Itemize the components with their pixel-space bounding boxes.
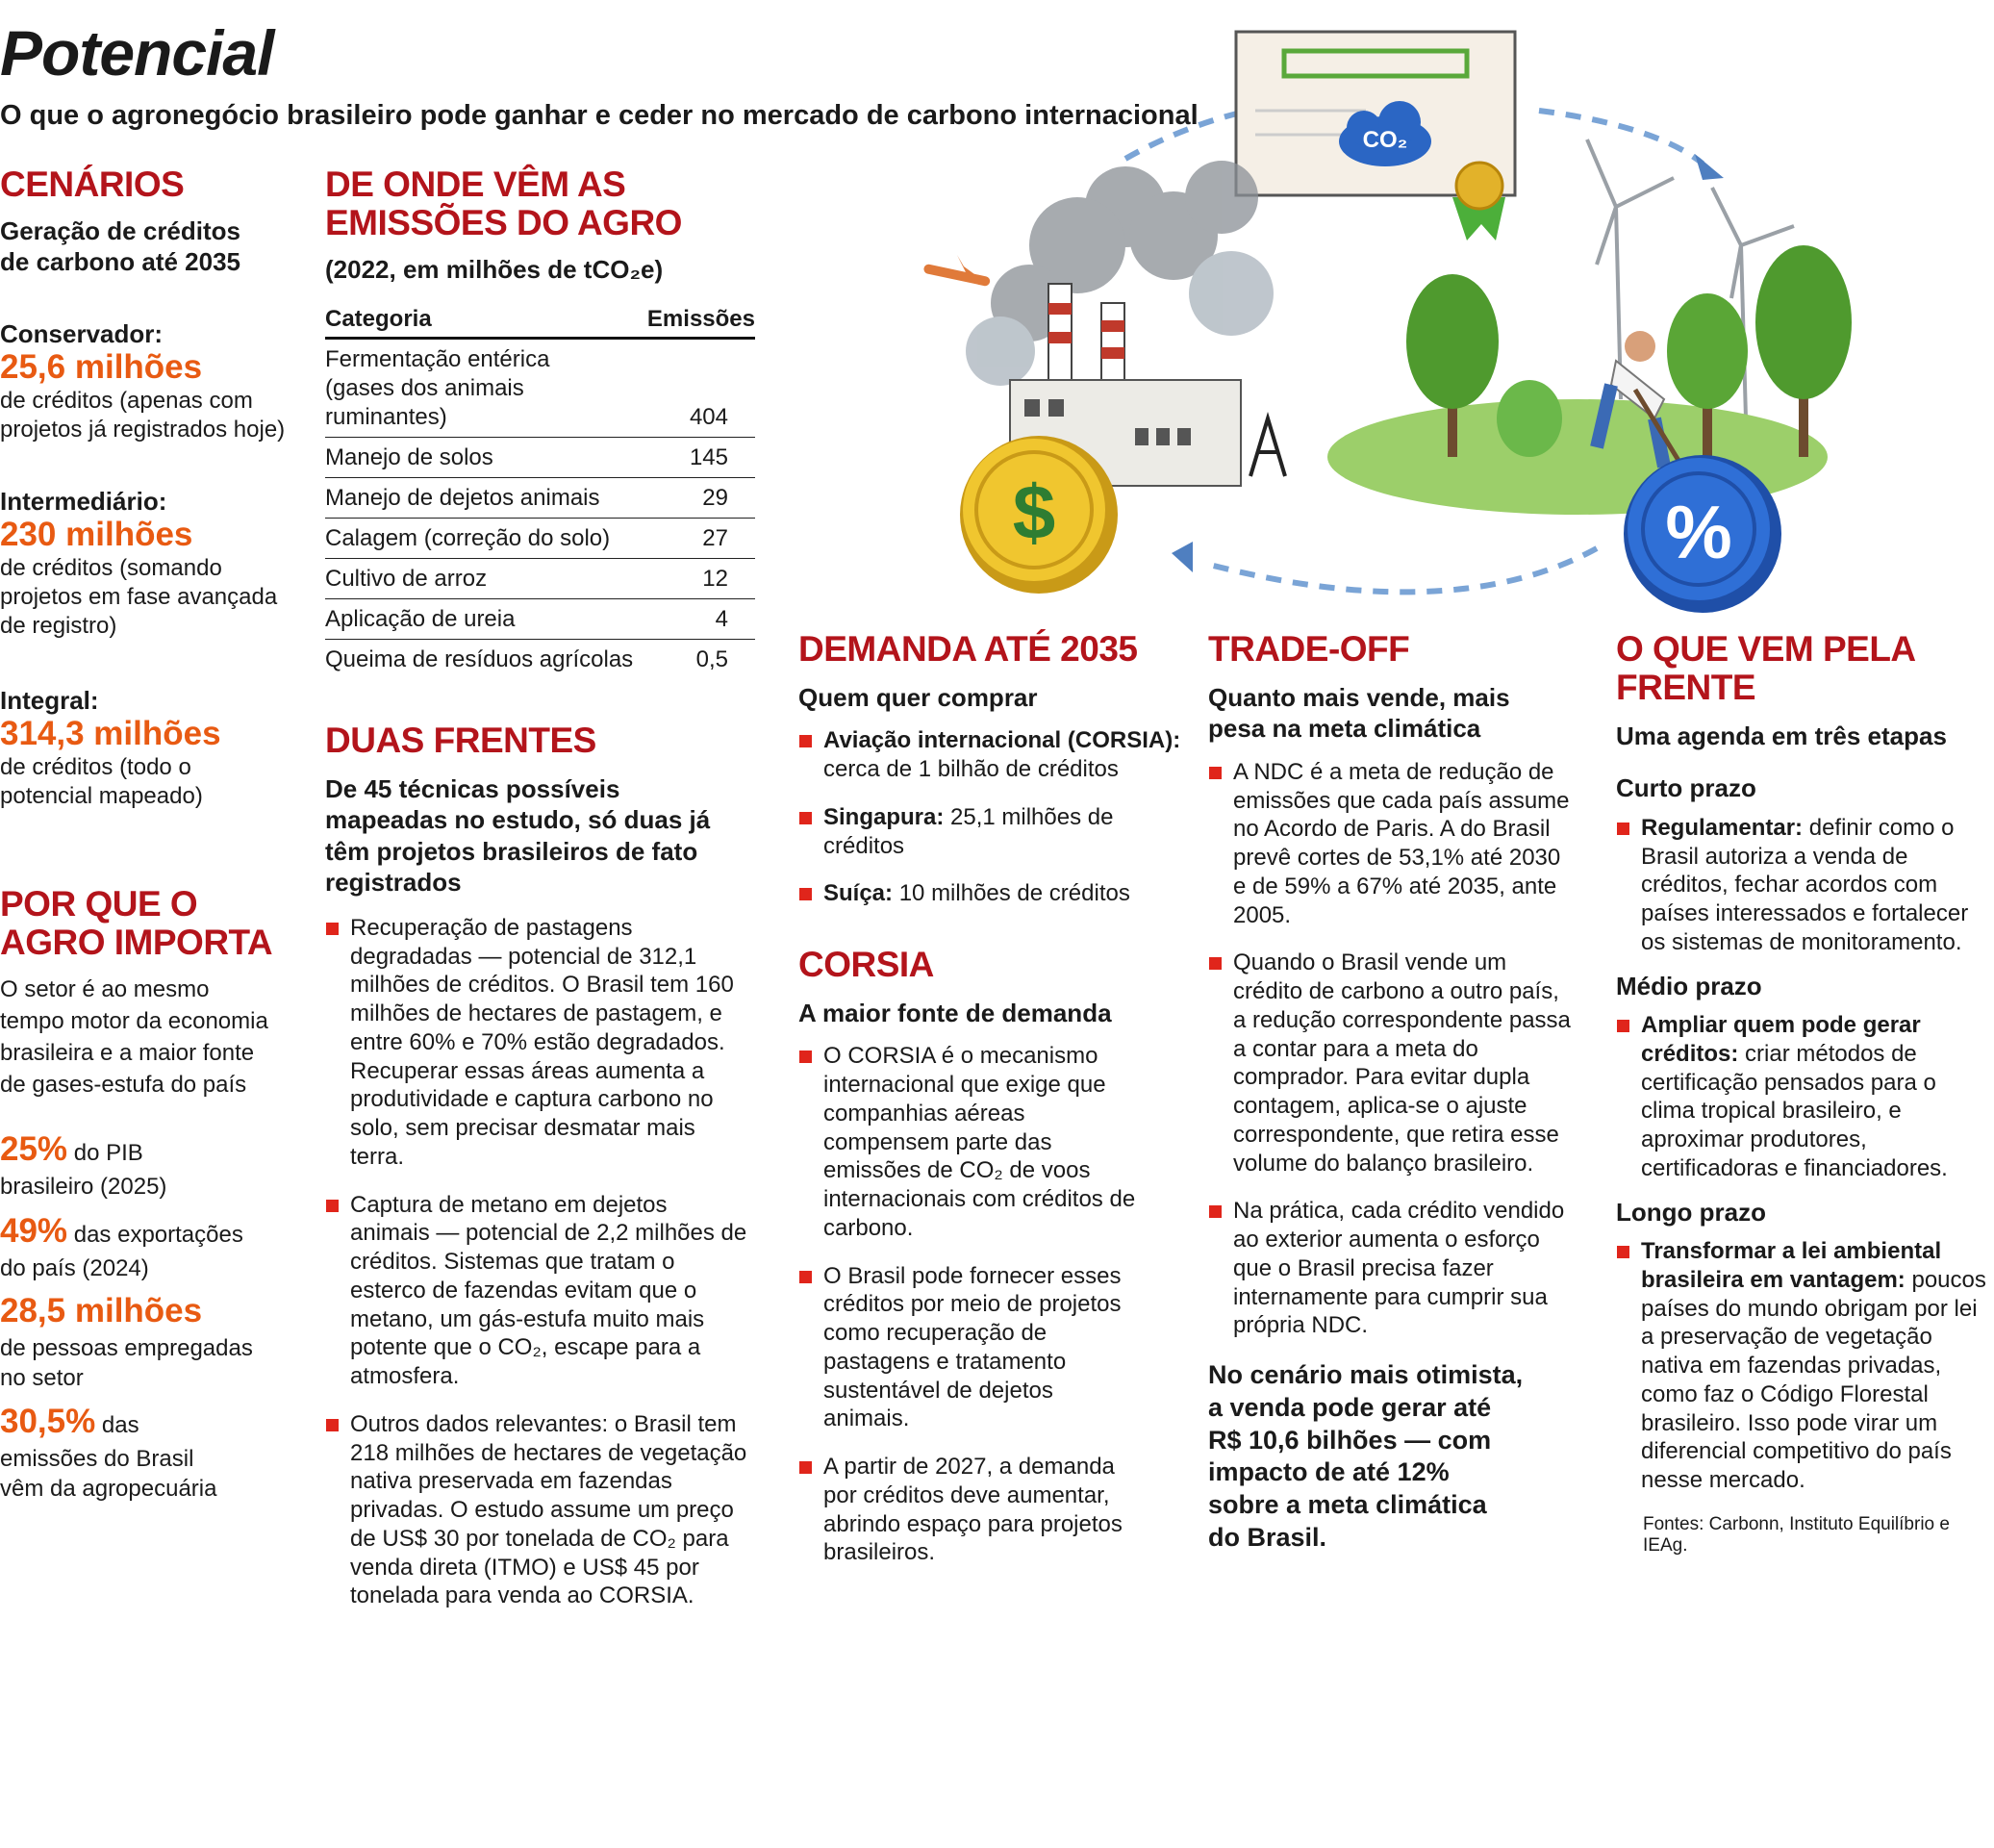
- demanda-section: [798, 630, 1183, 927]
- stat-pib: 25% do PIB brasileiro (2025): [0, 1130, 167, 1200]
- list-item: Quando o Brasil vende um crédito de carbono a outro país, a redução correspondente passa a contar para a meta do comprador. Para evitar dupla contagem, aplica-se o ajuste correspondente, que retira esse volume do balanço brasileiro.: [1208, 949, 1574, 1177]
- list-item: Outros dados relevantes: o Brasil tem 218 milhões de hectares de vegetação nativa preservada em fazendas privadas. O estudo assume um preço de US$ 30 por tonelada de CO₂ para venda direta (ITMO) e US$ 45 por tonelada para venda ao CORSIA.: [325, 1410, 748, 1610]
- dollar-coin-icon: [960, 436, 1118, 594]
- stage-list: [1616, 814, 1991, 957]
- table-row: Manejo de dejetos animais 29: [325, 478, 755, 519]
- arrow-head: [1695, 154, 1724, 180]
- por-que-section: [0, 885, 298, 1101]
- duas-frentes-list: [325, 914, 748, 1610]
- trees-icon: [1327, 245, 1852, 515]
- dollar-label: $: [1012, 469, 1056, 555]
- scenario-desc: de créditos (apenas com projetos já registrados hoje): [0, 387, 286, 443]
- por-que-text: O setor é ao mesmo tempo motor da economia brasileira e a maior fonte de gases-estufa do país: [0, 975, 268, 1099]
- airplane-icon: [923, 255, 992, 287]
- table-row: Calagem (correção do solo) 27: [325, 519, 755, 559]
- stat-emissoes: 30,5% das emissões do Brasil vêm da agropecuária: [0, 1403, 217, 1502]
- list-item: Transformar a lei ambiental brasileira em vantagem: poucos países do mundo obrigam por lei a preservação de vegetação nativa em fazendas privadas, como faz o Código Florestal brasileiro. Isso pode virar um diferencial competitivo do país nesse mercado.: [1616, 1237, 1991, 1495]
- stat-empregados: 28,5 milhões de pessoas empregadas no setor: [0, 1292, 253, 1391]
- col-category: Categoria: [325, 306, 647, 339]
- list-item: A partir de 2027, a demanda por créditos deve aumentar, abrindo espaço para projetos brasileiros.: [798, 1453, 1145, 1567]
- scenario-label: Integral:: [0, 686, 99, 715]
- stat-exportacoes: 49% das exportações do país (2024): [0, 1212, 243, 1281]
- scenario-integral: [0, 686, 289, 811]
- list-item: Regulamentar: definir como o Brasil autoriza a venda de créditos, fechar acordos com países interessados e fortalecer os sistemas de monitoramento.: [1616, 814, 1991, 957]
- scenario-desc: de créditos (todo o potencial mapeado): [0, 753, 203, 809]
- page-subtitle: O que o agronegócio brasileiro pode ganhar e ceder no mercado de carbono internacional: [0, 100, 1199, 131]
- table-row: Manejo de solos 145: [325, 438, 755, 478]
- list-item: Singapura: 25,1 milhões de créditos: [798, 803, 1183, 861]
- table-row: Queima de resíduos agrícolas 0,5: [325, 646, 728, 673]
- scenario-value: 230 milhões: [0, 516, 193, 553]
- stat-value: 28,5 milhões: [0, 1292, 203, 1329]
- list-item: Na prática, cada crédito vendido ao exterior aumenta o esforço que o Brasil precisa fazer internamente para cumprir sua própria NDC.: [1208, 1197, 1574, 1340]
- col-value: Emissões: [647, 306, 755, 339]
- stat-value: 25%: [0, 1130, 68, 1168]
- duas-frentes-section: [325, 721, 748, 1630]
- tradeoff-section: [1208, 630, 1574, 1555]
- stage-heading: Longo prazo: [1616, 1197, 1766, 1227]
- scenario-label: Intermediário:: [0, 487, 167, 516]
- percent-label: %: [1665, 490, 1732, 574]
- list-item: Aviação internacional (CORSIA): cerca de 1 bilhão de créditos: [798, 726, 1183, 784]
- demanda-list: [798, 726, 1183, 908]
- stage-list: [1616, 1011, 1991, 1183]
- table-row: Fermentação entérica (gases dos animais ruminantes) 404: [325, 339, 755, 438]
- stage-heading: Médio prazo: [1616, 971, 1762, 1000]
- cenarios-title: CENÁRIOS: [0, 165, 185, 204]
- table-row: Cultivo de arroz 12: [325, 559, 755, 599]
- arrow-bottom: [1202, 548, 1597, 592]
- sources-note: Fontes: Carbonn, Instituto Equilíbrio e IEAg.: [1643, 1513, 1950, 1556]
- cenarios-subtitle: Geração de créditos de carbono até 2035: [0, 215, 240, 277]
- scenario-value: 314,3 milhões: [0, 715, 221, 752]
- co2-label: CO₂: [1362, 127, 1408, 153]
- arrow-head: [1172, 542, 1193, 572]
- list-item: O CORSIA é o mecanismo internacional que exige que companhias aéreas compensem parte das emissões de CO₂ de voos internacionais com créditos de carbono.: [798, 1042, 1145, 1242]
- por-que-title: POR QUE O AGRO IMPORTA: [0, 884, 273, 962]
- percent-coin-icon: [1624, 455, 1781, 613]
- corsia-subtitle: A maior fonte de demanda: [798, 998, 1112, 1027]
- emissions-table: [325, 306, 755, 679]
- list-item: Captura de metano em dejetos animais — potencial de 2,2 milhões de créditos. Sistemas que tratam o esterco de fazendas evitam que o metano, um gás-estufa muito mais potente que o CO₂, escape para a atmosfera.: [325, 1191, 748, 1391]
- emissoes-title: DE ONDE VÊM AS EMISSÕES DO AGRO: [325, 165, 682, 242]
- stage-list: [1616, 1237, 1991, 1495]
- list-item: Suíça: 10 milhões de créditos: [798, 879, 1183, 908]
- corsia-title: CORSIA: [798, 945, 934, 984]
- duas-frentes-title: DUAS FRENTES: [325, 721, 596, 760]
- demanda-title: DEMANDA ATÉ 2035: [798, 629, 1138, 669]
- duas-frentes-subtitle: De 45 técnicas possíveis mapeadas no estudo, só duas já têm projetos brasileiros de fato registrados: [325, 773, 711, 898]
- list-item: Recuperação de pastagens degradadas — potencial de 312,1 milhões de créditos. O Brasil tem 160 milhões de hectares de pastagem, e entre 60% e 70% estão degradados. Recuperar essas áreas aumenta a produtividade e captura carbono no solo, sem precisar desmatar mais terra.: [325, 914, 748, 1172]
- stat-value: 49%: [0, 1212, 68, 1250]
- scenario-conservador: [0, 319, 289, 444]
- emissoes-section: [325, 165, 768, 679]
- cenarios-section: [0, 165, 289, 278]
- futuro-section: [1616, 630, 1991, 1557]
- list-item: A NDC é a meta de redução de emissões que cada país assume no Acordo de Paris. A do Brasil prevê cortes de 53,1% até 2030 e de 59% a 67% até 2035, ante 2005.: [1208, 758, 1574, 930]
- tradeoff-list: [1208, 758, 1574, 1340]
- futuro-title: O QUE VEM PELA FRENTE: [1616, 629, 1916, 707]
- demanda-subtitle: Quem quer comprar: [798, 682, 1038, 712]
- certificate-icon: [1236, 32, 1515, 240]
- corsia-list: [798, 1042, 1145, 1567]
- futuro-subtitle: Uma agenda em três etapas: [1616, 721, 1947, 750]
- emissoes-subtitle: (2022, em milhões de tCO₂e): [325, 254, 664, 284]
- tradeoff-title: TRADE-OFF: [1208, 629, 1410, 669]
- scenario-value: 25,6 milhões: [0, 348, 203, 386]
- page-title: Potencial: [0, 17, 274, 89]
- scenario-desc: de créditos (somando projetos em fase avançada de registro): [0, 554, 278, 639]
- tradeoff-conclusion: No cenário mais otimista, a venda pode gerar até R$ 10,6 bilhões — com impacto de até 12% sobre a meta climática do Brasil.: [1208, 1360, 1524, 1552]
- table-row: Aplicação de ureia 4: [325, 599, 755, 640]
- tradeoff-subtitle: Quanto mais vende, mais pesa na meta climática: [1208, 682, 1510, 744]
- corsia-section: [798, 946, 1145, 1586]
- carbon-market-illustration: [904, 14, 1885, 630]
- list-item: Ampliar quem pode gerar créditos: criar métodos de certificação pensados para o clima tropical brasileiro, e aproximar produtores, certificadoras e financiadores.: [1616, 1011, 1991, 1183]
- arrow-upper-right: [1539, 111, 1703, 164]
- scenario-intermediario: [0, 487, 289, 641]
- stage-heading: Curto prazo: [1616, 773, 1756, 803]
- list-item: O Brasil pode fornecer esses créditos por meio de projetos como recuperação de pastagens e tratamento sustentável de dejetos animais.: [798, 1262, 1145, 1434]
- scenario-label: Conservador:: [0, 319, 164, 348]
- stat-value: 30,5%: [0, 1403, 96, 1440]
